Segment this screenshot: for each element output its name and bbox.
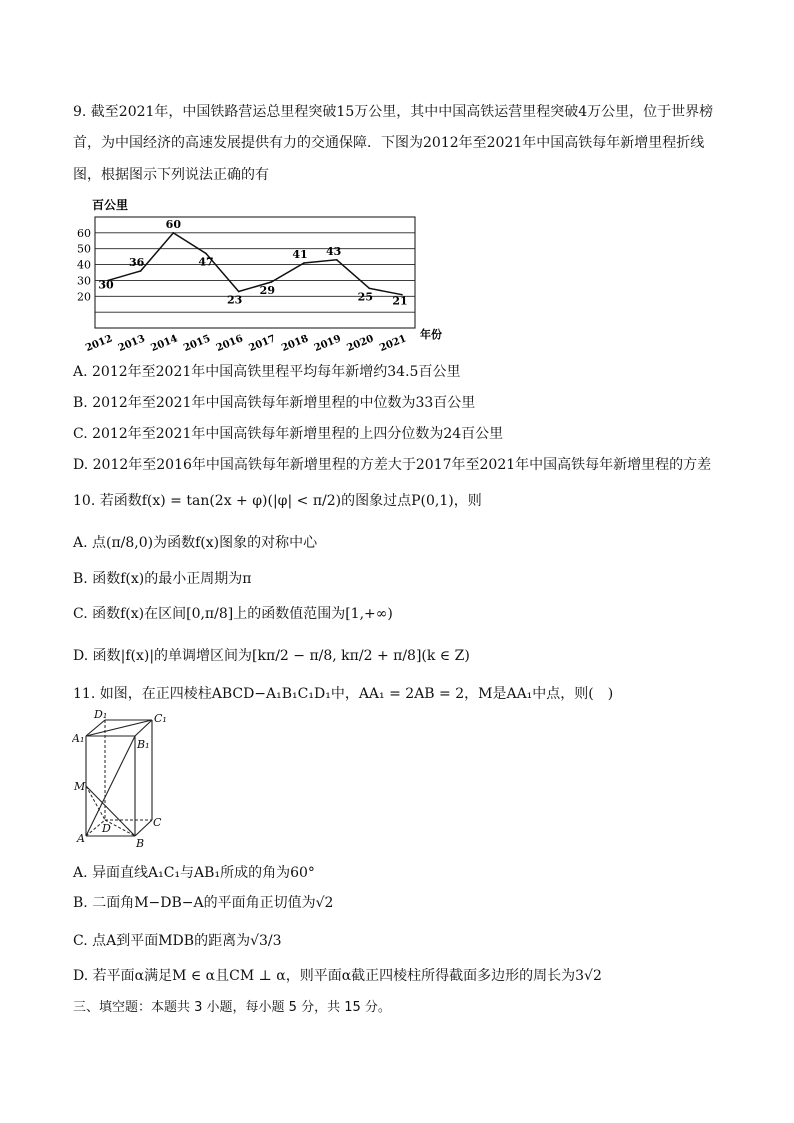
q10-stem: 10. 若函数f(x) = tan(2x + φ)(|φ| < π/2)的图象过点P(0,1)，则: [73, 493, 482, 509]
vertex-label-a1: A₁: [72, 732, 85, 745]
q9-stem-line3: 图，根据图示下列说法正确的有: [73, 167, 269, 183]
data-point: [205, 253, 207, 255]
x-tick-label: 2012: [84, 333, 115, 354]
x-tick-label: 2017: [247, 333, 278, 354]
data-point: [271, 281, 273, 283]
data-label: 25: [357, 290, 373, 304]
y-tick-label: 20: [77, 290, 91, 304]
q9-option-a: A. 2012年至2021年中国高铁里程平均每年新增约34.5百公里: [73, 364, 461, 380]
x-tick-label: 2013: [116, 333, 147, 354]
x-tick-label: 2016: [214, 333, 245, 354]
x-tick-label: 2014: [149, 333, 180, 354]
section-three-title: 三、填空题：本题共 3 小题，每小题 5 分，共 15 分。: [73, 1000, 391, 1015]
data-label: 41: [292, 247, 308, 261]
data-point: [173, 232, 175, 234]
q10-option-d: D. 函数|f(x)|的单调增区间为[kπ/2 − π/8, kπ/2 + π/8](k ∈ Z): [73, 648, 470, 664]
data-label: 30: [98, 278, 114, 292]
y-tick-label: 60: [77, 226, 91, 240]
vertex-label-b1: B₁: [137, 738, 150, 751]
x-tick-label: 2020: [345, 333, 376, 354]
q9-option-d: D. 2012年至2016年中国高铁每年新增里程的方差大于2017年至2021年中国高铁每年新增里程的方差: [73, 457, 712, 473]
q11-option-d: D. 若平面α满足M ∈ α且CM ⊥ α，则平面α截正四棱柱所得截面多边形的周长为3√2: [73, 968, 602, 984]
q10-option-a: A. 点(π/8,0)为函数f(x)图象的对称中心: [73, 535, 318, 551]
y-axis-label: 百公里: [92, 198, 129, 212]
data-label: 47: [198, 255, 214, 269]
q11-stem: 11. 如图，在正四棱柱ABCD−A₁B₁C₁D₁中，AA₁ = 2AB = 2，M是AA₁中点，则( ): [73, 686, 614, 702]
x-tick-label: 2021: [378, 333, 409, 354]
y-tick-label: 40: [77, 258, 91, 272]
y-tick-label: 50: [77, 242, 91, 256]
x-tick-label: 2015: [182, 333, 213, 354]
data-point: [369, 288, 371, 290]
data-point: [303, 262, 305, 264]
vertex-label-c: C: [153, 816, 162, 829]
data-label: 36: [129, 255, 145, 269]
q11-option-c: C. 点A到平面MDB的距离为√3/3: [73, 933, 282, 949]
q11-option-a: A. 异面直线A₁C₁与AB₁所成的角为60°: [73, 865, 315, 881]
q11-option-b: B. 二面角M−DB−A的平面角正切值为√2: [73, 895, 334, 911]
plot-frame: [95, 217, 415, 328]
vertex-label-d: D: [102, 822, 111, 835]
data-point: [140, 270, 142, 272]
x-tick-label: 2019: [312, 333, 343, 354]
q10-option-b: B. 函数f(x)的最小正周期为π: [73, 571, 252, 587]
vertex-label-c1: C₁: [154, 712, 167, 725]
data-label: 21: [392, 294, 408, 308]
data-label: 60: [165, 217, 181, 231]
q10-option-c: C. 函数f(x)在区间[0,π/8]上的函数值范围为[1,+∞): [73, 606, 393, 622]
vertex-label-b: B: [136, 837, 145, 850]
line-chart: [70, 195, 450, 355]
prism-figure: [72, 708, 172, 853]
data-point: [336, 259, 338, 261]
vertex-label-d1: D₁: [94, 708, 108, 721]
x-axis-label: 年份: [420, 328, 442, 341]
y-tick-label: 30: [77, 274, 91, 288]
data-label: 43: [326, 244, 342, 258]
q9-stem-line2: 首，为中国经济的高速发展提供有力的交通保障．下图为2012年至2021年中国高铁每年新增里程折线: [73, 135, 705, 151]
q9-option-b: B. 2012年至2021年中国高铁每年新增里程的中位数为33百公里: [73, 395, 476, 411]
data-label: 23: [227, 293, 243, 307]
q9-stem-line1: 9. 截至2021年，中国铁路营运总里程突破15万公里，其中中国高铁运营里程突破4万公里，位于世界榜: [73, 104, 714, 120]
data-point: [238, 291, 240, 293]
vertex-label-m: M: [74, 780, 86, 793]
vertex-label-a: A: [77, 832, 85, 845]
x-tick-label: 2018: [280, 333, 311, 354]
q9-option-c: C. 2012年至2021年中国高铁每年新增里程的上四分位数为24百公里: [73, 426, 504, 442]
data-label: 29: [259, 284, 275, 298]
